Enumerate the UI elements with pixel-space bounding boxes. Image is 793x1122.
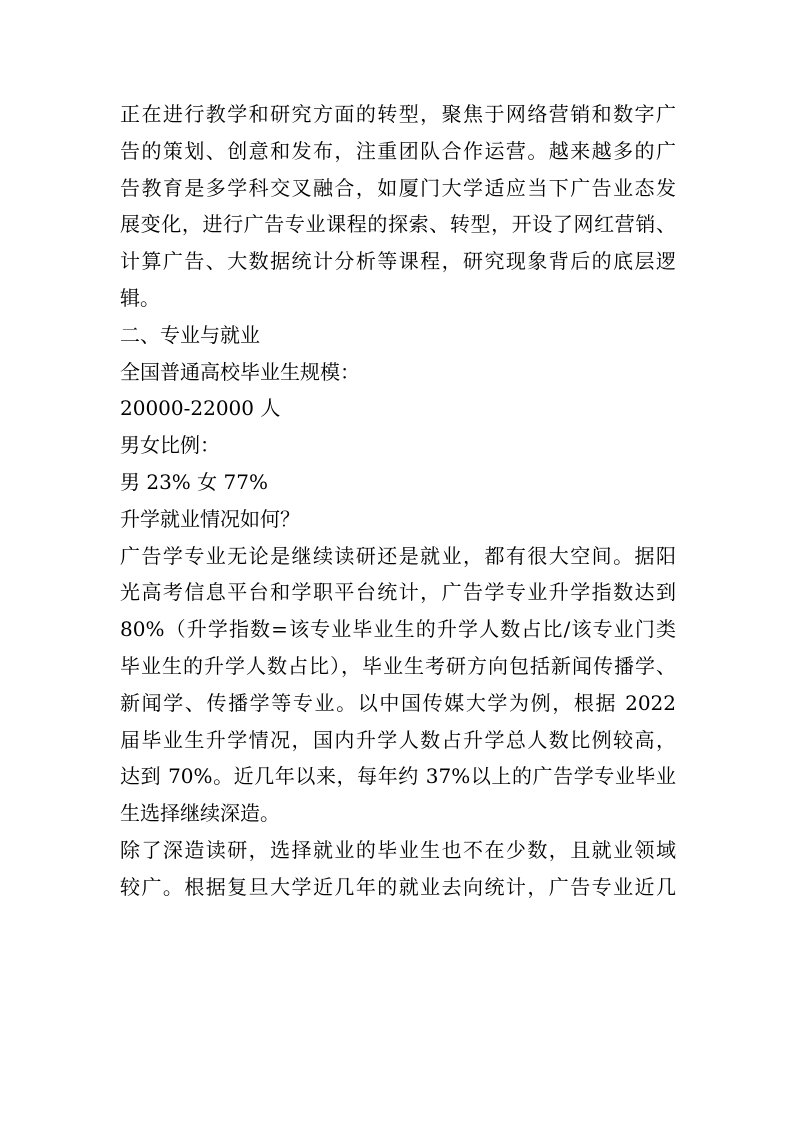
text-line: 较广。根据复旦大学近几年的就业去向统计，广告专业近几 bbox=[120, 874, 676, 899]
text-line: 除了深造读研，选择就业的毕业生也不在少数，且就业领域 bbox=[120, 837, 676, 862]
text-line: 届毕业生升学情况，国内升学人数占升学总人数比例较高， bbox=[120, 727, 676, 752]
text-line: 正在进行教学和研究方面的转型，聚焦于网络营销和数字广 bbox=[120, 102, 676, 126]
text-line: 二、专业与就业 bbox=[120, 322, 260, 347]
text-line: 生选择继续深造。 bbox=[120, 801, 280, 826]
text-line: 升学就业情况如何？ bbox=[120, 506, 300, 531]
document-page bbox=[120, 96, 676, 906]
text-line: 广告学专业无论是继续读研还是就业，都有很大空间。据阳 bbox=[120, 543, 676, 568]
text-line: 光高考信息平台和学职平台统计，广告学专业升学指数达到 bbox=[120, 580, 676, 605]
text-line: 达到 70%。近几年以来，每年约 37%以上的广告学专业毕业 bbox=[120, 764, 676, 789]
text-line: 男女比例： bbox=[120, 433, 220, 458]
text-line: 20000-22000 人 bbox=[120, 396, 281, 421]
text-line: 告教育是多学科交叉融合，如厦门大学适应当下广告业态发 bbox=[120, 175, 676, 200]
text-line: 80%（升学指数=该专业毕业生的升学人数占比/该专业门类 bbox=[120, 617, 676, 642]
text-line: 男 23% 女 77% bbox=[120, 469, 268, 494]
text-line: 展变化，进行广告专业课程的探索、转型，开设了网红营销、 bbox=[120, 212, 676, 237]
text-line: 告的策划、创意和发布，注重团队合作运营。越来越多的广 bbox=[120, 138, 676, 163]
text-line: 辑。 bbox=[120, 285, 160, 310]
text-line: 全国普通高校毕业生规模： bbox=[120, 359, 360, 384]
text-line: 新闻学、传播学等专业。以中国传媒大学为例，根据 2022 bbox=[120, 690, 676, 715]
text-line: 计算广告、大数据统计分析等课程，研究现象背后的底层逻 bbox=[120, 249, 676, 274]
text-line: 毕业生的升学人数占比），毕业生考研方向包括新闻传播学、 bbox=[120, 653, 676, 678]
